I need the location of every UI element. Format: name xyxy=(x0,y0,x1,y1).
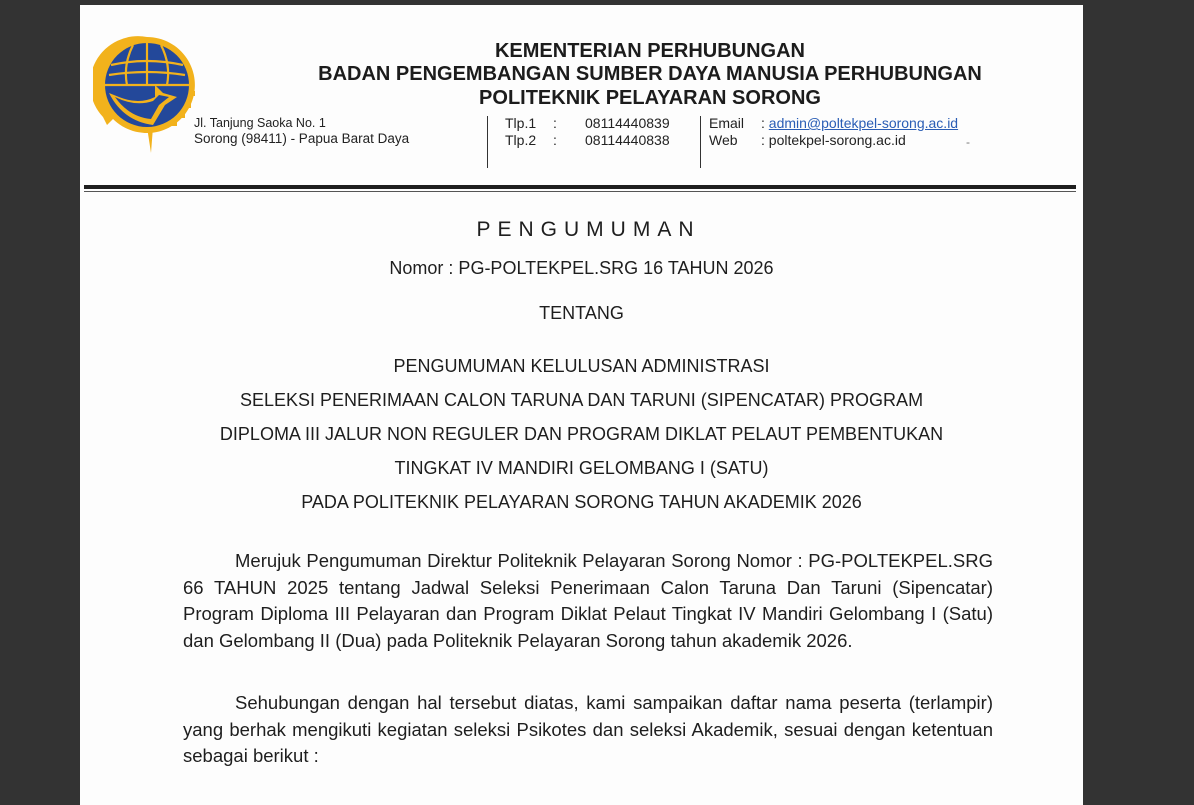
web-label: Web xyxy=(709,132,738,148)
kemenhub-logo-icon xyxy=(93,31,201,155)
email-row xyxy=(709,115,958,132)
email-link[interactable]: admin@poltekpel-sorong.ac.id xyxy=(768,115,959,131)
address-block xyxy=(194,115,409,147)
phone-value: 08114440839 xyxy=(585,115,670,131)
subject-line: SELEKSI PENERIMAAN CALON TARUNA DAN TARUNI (SIPENCATAR) PROGRAM xyxy=(239,390,924,410)
web-row xyxy=(709,132,958,149)
contact-block xyxy=(709,115,958,149)
about-label: TENTANG xyxy=(539,303,624,323)
web-sep: : xyxy=(761,132,765,148)
phone-block xyxy=(505,115,670,149)
phone-sep: : xyxy=(553,132,557,148)
institution-name: POLITEKNIK PELAYARAN SORONG xyxy=(479,87,821,109)
email-sep: : xyxy=(761,115,765,131)
trailing-mark: - xyxy=(966,135,970,149)
divider xyxy=(487,116,488,168)
subject-line: PADA POLITEKNIK PELAYARAN SORONG TAHUN AKADEMIK 2026 xyxy=(301,492,862,512)
agency-name: BADAN PENGEMBANGAN SUMBER DAYA MANUSIA PERHUBUNGAN xyxy=(318,63,982,85)
divider xyxy=(700,116,701,168)
address-line-1: Jl. Tanjung Saoka No. 1 xyxy=(194,116,326,130)
email-label: Email xyxy=(709,115,745,131)
document-number: Nomor : PG-POLTEKPEL.SRG 16 TAHUN 2026 xyxy=(389,258,774,278)
letterhead-rule-thin xyxy=(84,191,1076,192)
body-paragraph: Sehubungan dengan hal tersebut diatas, kami sampaikan daftar nama peserta (terlampir) yang berhak mengikuti kegiatan seleksi Psikotes dan seleksi Akademik, sesuai dengan ketentuan sebagai berikut : xyxy=(183,692,993,766)
phone-label: Tlp.1 xyxy=(505,115,537,131)
body-paragraph: Merujuk Pengumuman Direktur Politeknik Pelayaran Sorong Nomor : PG-POLTEKPEL.SRG 66 TAHUN 2025 tentang Jadwal Seleksi Penerimaan Calon Taruna Dan Taruni (Sipencatar) Program Diploma III Pelayaran dan Program Diklat Pelaut Tingkat IV Mandiri Gelombang I (Satu) dan Gelombang II (Dua) pada Politeknik Pelayaran Sorong tahun akademik 2026. xyxy=(183,550,993,651)
subject-line: TINGKAT IV MANDIRI GELOMBANG I (SATU) xyxy=(394,458,769,478)
document-heading: PENGUMUMAN xyxy=(476,218,701,241)
phone-row-2 xyxy=(505,132,670,149)
subject-line: DIPLOMA III JALUR NON REGULER DAN PROGRAM DIKLAT PELAUT PEMBENTUKAN xyxy=(219,424,944,444)
phone-label: Tlp.2 xyxy=(505,132,537,148)
phone-sep: : xyxy=(553,115,557,131)
subject-line: PENGUMUMAN KELULUSAN ADMINISTRASI xyxy=(393,356,770,376)
ministry-name: KEMENTERIAN PERHUBUNGAN xyxy=(494,40,805,62)
phone-value: 08114440838 xyxy=(585,132,670,148)
web-value: poltekpel-sorong.ac.id xyxy=(768,132,906,148)
letterhead-rule xyxy=(84,185,1076,189)
document-page xyxy=(80,5,1083,805)
address-line-2: Sorong (98411) - Papua Barat Daya xyxy=(194,131,410,146)
phone-row-1 xyxy=(505,115,670,132)
